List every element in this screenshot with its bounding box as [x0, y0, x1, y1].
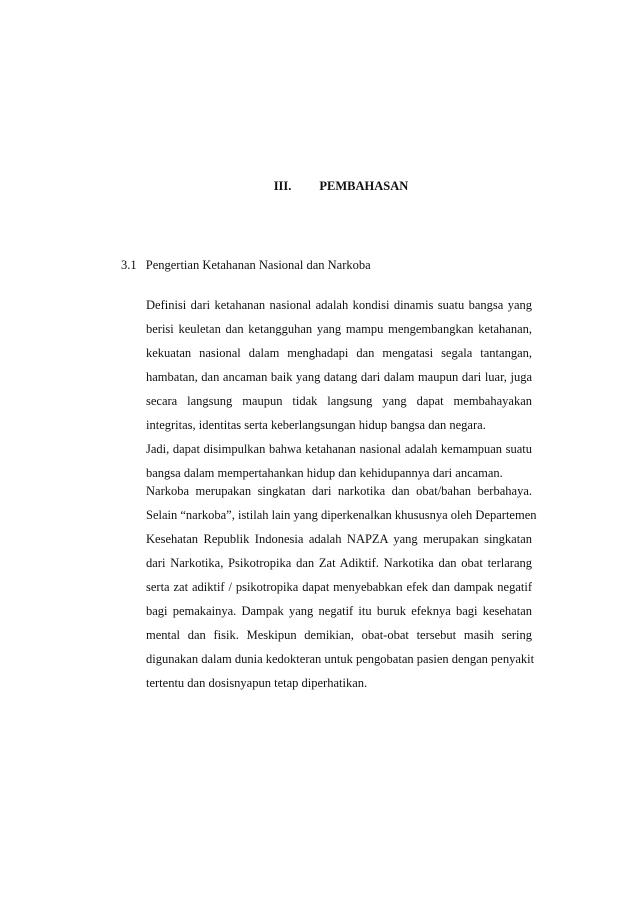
paragraph-narkoba [146, 479, 537, 695]
paragraph-line: digunakan dalam dunia kedokteran untuk pengobatan pasien dengan penyakit [146, 652, 535, 666]
section-heading [121, 258, 371, 273]
paragraph-line: dari Narkotika, Psikotropika dan Zat Adiktif. Narkotika dan obat terlarang [146, 556, 532, 570]
paragraph-line: hambatan, dan ancaman baik yang datang dari dalam maupun dari luar, juga [146, 370, 532, 384]
paragraph-line: berisi keuletan dan ketangguhan yang mampu mengembangkan ketahanan, [146, 322, 532, 336]
paragraph-line: Kesehatan Republik Indonesia adalah NAPZA yang merupakan singkatan [146, 532, 532, 546]
paragraph-line: tertentu dan dosisnyapun tetap diperhatikan. [146, 676, 368, 690]
chapter-name: PEMBAHASAN [319, 179, 409, 193]
paragraph-line: Selain “narkoba”, istilah lain yang diperkenalkan khususnya oleh Departemen [146, 508, 537, 522]
paragraph-line: kekuatan nasional dalam menghadapi dan mengatasi segala tantangan, [146, 346, 532, 360]
paragraph-definition [146, 293, 532, 485]
chapter-number: III. [273, 179, 292, 193]
paragraph-line: Definisi dari ketahanan nasional adalah kondisi dinamis suatu bangsa yang [146, 298, 532, 312]
paragraph-line: secara langsung maupun tidak langsung yang dapat membahayakan [146, 394, 532, 408]
paragraph-line: Narkoba merupakan singkatan dari narkotika dan obat/bahan berbahaya. [146, 484, 532, 498]
section-title: Pengertian Ketahanan Nasional dan Narkoba [145, 258, 371, 272]
paragraph-line: serta zat adiktif / psikotropika dapat menyebabkan efek dan dampak negatif [146, 580, 532, 594]
paragraph-line: mental dan fisik. Meskipun demikian, obat-obat tersebut masih sering [146, 628, 532, 642]
paragraph-line: integritas, identitas serta keberlangsungan hidup bangsa dan negara. [146, 418, 486, 432]
chapter-title [0, 179, 638, 194]
paragraph-line: bagi pemakainya. Dampak yang negatif itu buruk efeknya bagi kesehatan [146, 604, 532, 618]
paragraph-line: Jadi, dapat disimpulkan bahwa ketahanan nasional adalah kemampuan suatu [146, 442, 532, 456]
paragraph-line: bangsa dalam mempertahankan hidup dan kehidupannya dari ancaman. [146, 466, 503, 480]
section-number: 3.1 [121, 258, 137, 272]
